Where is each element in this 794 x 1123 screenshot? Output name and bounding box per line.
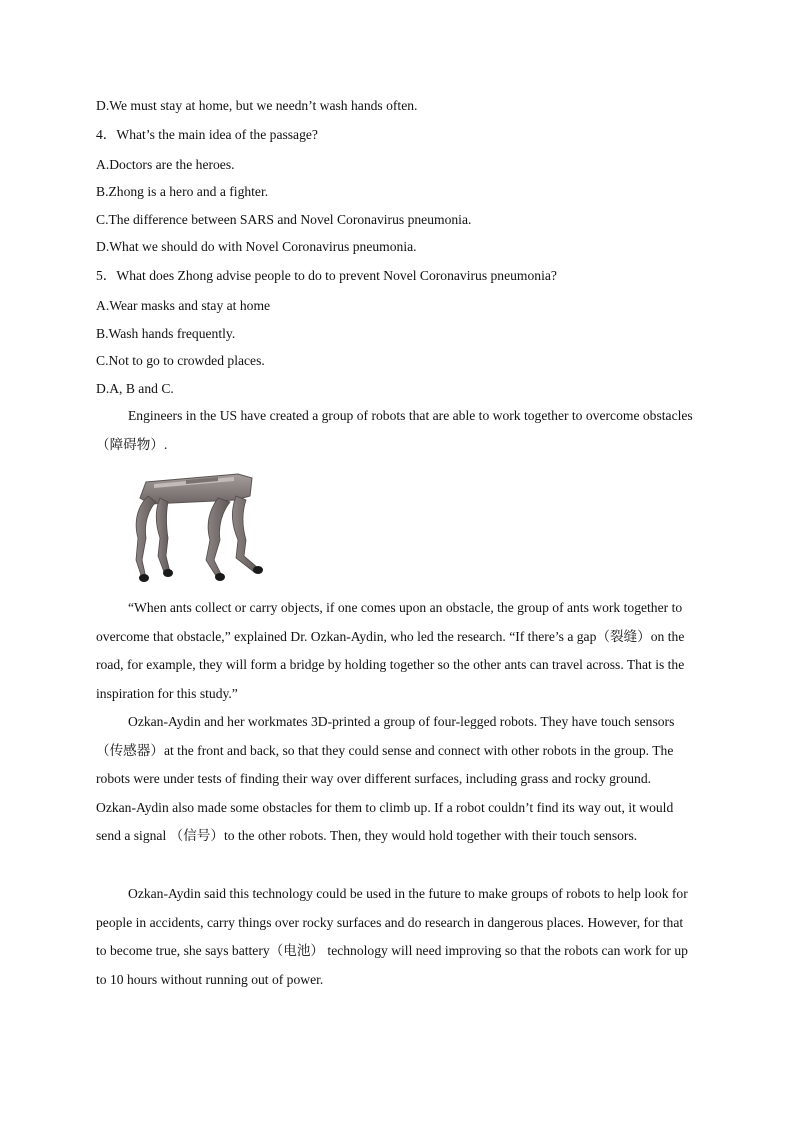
q4-option-d: D.What we should do with Novel Coronavirus pneumonia. xyxy=(96,239,417,254)
q5-option-a: A.Wear masks and stay at home xyxy=(96,298,271,313)
passage-paragraph-2: “When ants collect or carry objects, if one comes upon an obstacle, the group of ants work together to overcome that obstacle,” explained Dr. Ozkan-Aydin, who led the research. “If there’s a gap（裂缝）on the road, for example, they will form a bridge by holding together so the other ants can travel across. That is the inspiration for this study.” xyxy=(96,600,685,701)
robot-image xyxy=(126,468,274,588)
passage-paragraph-4: Ozkan-Aydin said this technology could be used in the future to make groups of robots to help look for people in accidents, carry things over rocky surfaces and do research in dangerous places. However, for that to become true, she says battery（电池） technology will need improving so that the robots can work for up to 10 hours without running out of power. xyxy=(96,886,688,987)
q4-option-b: B.Zhong is a hero and a fighter. xyxy=(96,184,269,199)
q3-option-d: D.We must stay at home, but we needn’t wash hands often. xyxy=(96,98,418,113)
q4-option-a: A.Doctors are the heroes. xyxy=(96,157,235,172)
q5-option-c: C.Not to go to crowded places. xyxy=(96,353,265,368)
passage-paragraph-1: Engineers in the US have created a group of robots that are able to work together to overcome obstacles（障碍物）. xyxy=(96,408,693,452)
q4-option-c: C.The difference between SARS and Novel Coronavirus pneumonia. xyxy=(96,212,472,227)
q5-option-b: B.Wash hands frequently. xyxy=(96,326,236,341)
q5-question: 5．What does Zhong advise people to do to prevent Novel Coronavirus pneumonia? xyxy=(96,268,557,283)
q5-option-d: D.A, B and C. xyxy=(96,381,174,396)
q4-question: 4．What’s the main idea of the passage? xyxy=(96,127,318,142)
passage-paragraph-3: Ozkan-Aydin and her workmates 3D-printed a group of four-legged robots. They have touch sensors（传感器）at the front and back, so that they could sense and connect with other robots in the group. The robots were under tests of finding their way over different surfaces, including grass and rocky ground. Ozkan-Aydin also made some obstacles for them to climb up. If a robot couldn’t find its way out, it would send a signal （信号）to the other robots. Then, they would hold together with their touch sensors. xyxy=(96,714,675,844)
